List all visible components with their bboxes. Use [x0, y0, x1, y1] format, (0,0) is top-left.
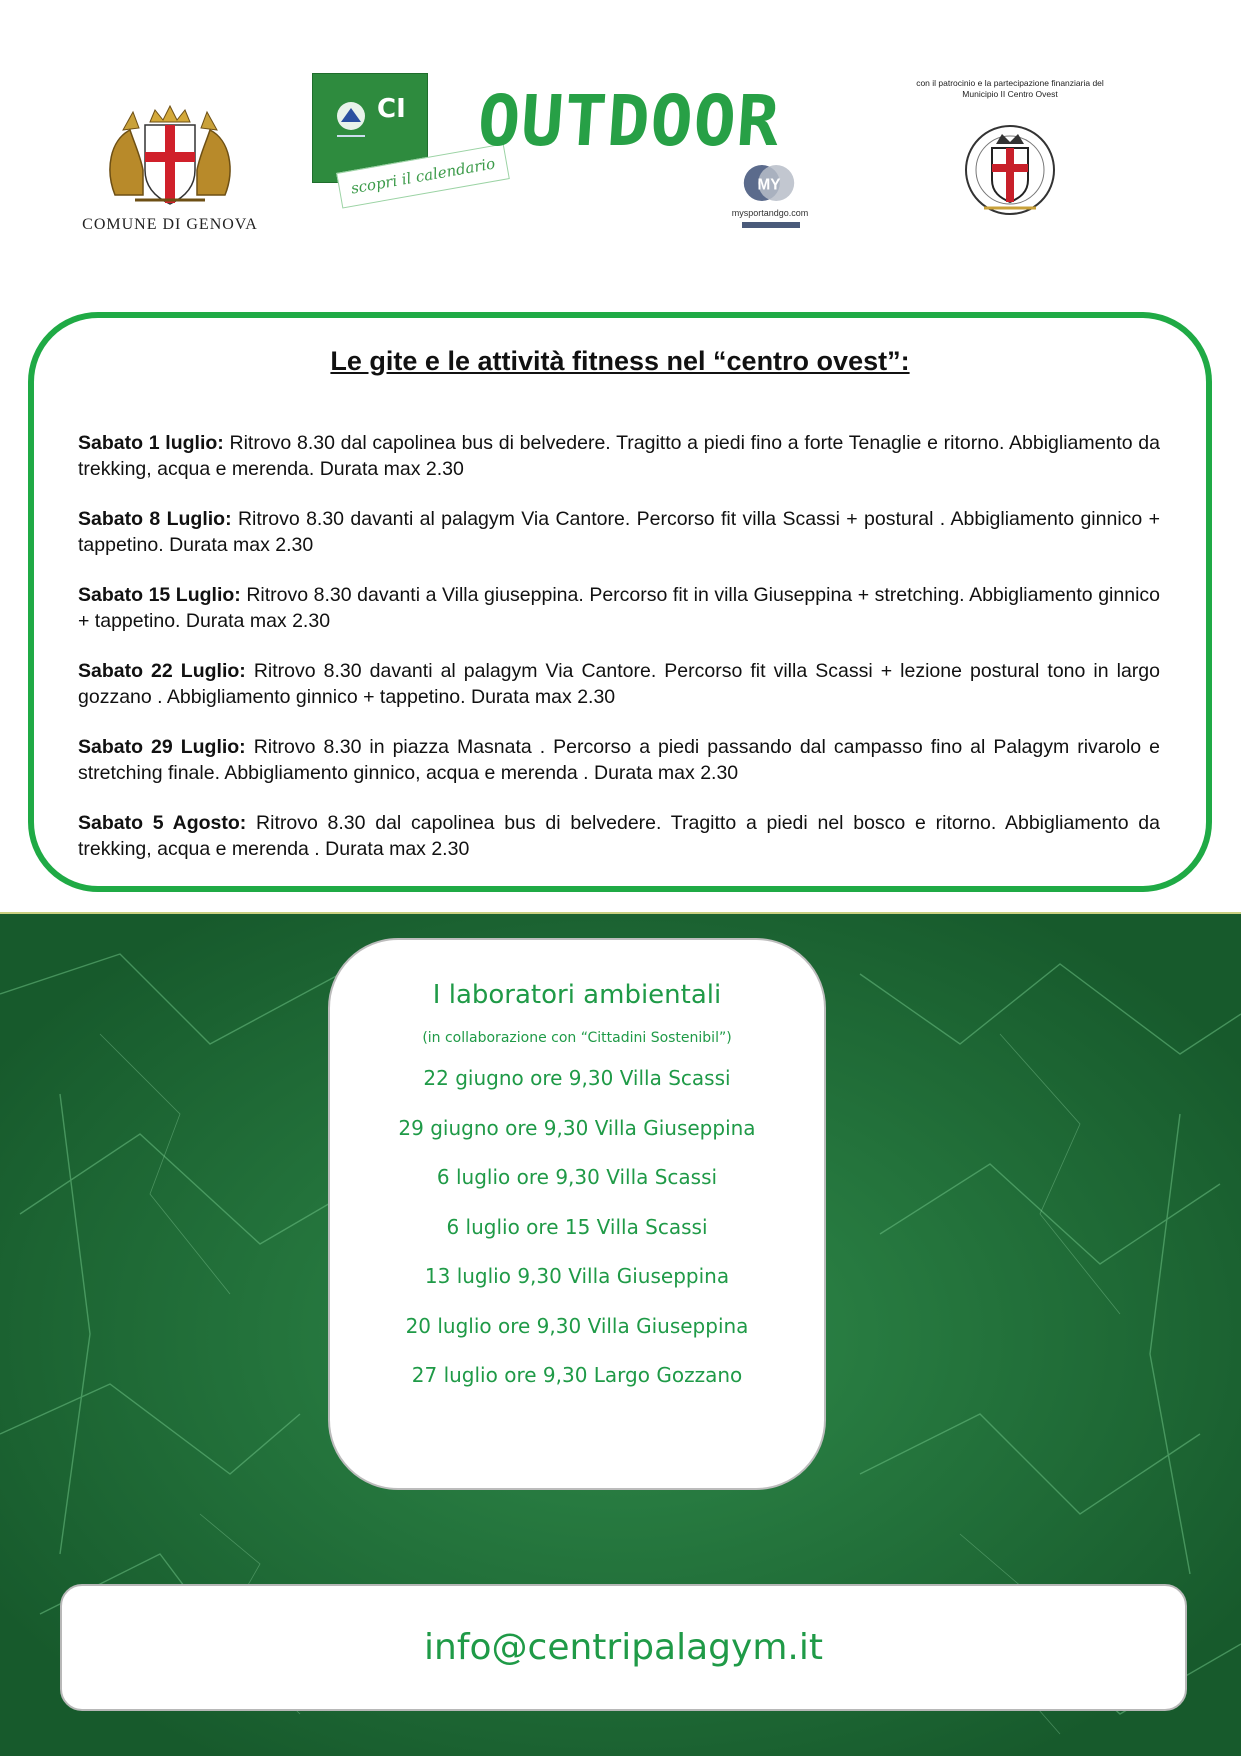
gite-date: Sabato 8 Luglio: — [78, 508, 232, 530]
ci-mark-icon: ϹI — [377, 94, 406, 124]
gite-text: Ritrovo 8.30 davanti a Villa giuseppina. Percorso fit in villa Giuseppina + stretching. Abbigliamento ginnico + tappetino. Durata max 2.30 — [78, 584, 1160, 632]
email-link[interactable]: info@centripalagym.it — [424, 1627, 823, 1668]
gite-text: Ritrovo 8.30 dal capolinea bus di belvedere. Tragitto a piedi nel bosco e ritorno. Abbigliamento da trekking, acqua e merenda . Durata max 2.30 — [78, 812, 1160, 860]
laboratori-item: 13 luglio 9,30 Villa Giuseppina — [424, 1264, 730, 1288]
my-logo-text: MY — [757, 176, 781, 194]
laboratori-item: 29 giugno ore 9,30 Villa Giuseppina — [398, 1115, 756, 1140]
gite-text: Ritrovo 8.30 davanti al palagym Via Cantore. Percorso fit villa Scassi + postural . Abbigliamento ginnico + tappetino. Durata max 2.30 — [78, 508, 1161, 556]
mysportandgo-logo — [720, 158, 820, 233]
calendar-tagline: scopri il calendario — [336, 144, 510, 209]
laboratori-panel — [328, 938, 826, 1490]
gite-item — [78, 658, 1160, 710]
gite-item — [78, 734, 1160, 786]
laboratori-title: I laboratori ambientali — [432, 980, 722, 1010]
gite-date: Sabato 29 Luglio: — [78, 736, 246, 758]
comune-di-genova-logo — [70, 100, 270, 245]
laboratori-subtitle: (in collaborazione con “Cittadini Sostenibil”) — [422, 1030, 732, 1046]
gite-item — [78, 506, 1160, 558]
gite-title: Le gite e le attività fitness nel “centro ovest”: — [330, 346, 910, 376]
gite-text: Ritrovo 8.30 dal capolinea bus di belvedere. Tragitto a piedi fino a forte Tenaglie e ritorno. Abbigliamento da trekking, acqua e merenda. Durata max 2.30 — [78, 432, 1160, 480]
email-banner — [60, 1584, 1187, 1711]
gite-item — [78, 582, 1160, 634]
cai-emblem-icon — [331, 96, 371, 156]
gite-list — [78, 430, 1160, 886]
laboratori-item: 6 luglio ore 15 Villa Scassi — [446, 1214, 708, 1239]
municipio-seal-icon — [962, 108, 1058, 238]
my-site-text: mysportandgo.com — [731, 208, 809, 218]
gite-text: Ritrovo 8.30 davanti al palagym Via Cantore. Percorso fit villa Scassi + lezione postural tono in largo gozzano . Abbigliamento ginnico + tappetino. Durata max 2.30 — [78, 660, 1160, 708]
laboratori-item: 27 luglio ore 9,30 Largo Gozzano — [411, 1363, 743, 1387]
municipio-text-line1: con il patrocinio e la partecipazione finanziaria del — [916, 78, 1104, 88]
outdoor-title: OUTDOOR — [475, 80, 783, 162]
gite-item — [78, 810, 1160, 862]
municipio-text-line2: Municipio II Centro Ovest — [962, 89, 1058, 99]
laboratori-item: 22 giugno ore 9,30 Villa Scassi — [423, 1066, 731, 1090]
gite-item — [78, 430, 1160, 482]
genova-crest-icon — [95, 100, 245, 210]
gite-date: Sabato 22 Luglio: — [78, 660, 246, 682]
gite-panel — [28, 312, 1212, 892]
gite-date: Sabato 1 luglio: — [78, 432, 224, 454]
my-logo-icon — [742, 162, 796, 204]
laboratori-list — [330, 1066, 824, 1388]
gite-text: Ritrovo 8.30 in piazza Masnata . Percorso a piedi passando dal campasso fino al Palagym rivarolo e stretching finale. Abbigliamento ginnico, acqua e merenda . Durata max 2.30 — [78, 736, 1160, 784]
municipio-logo — [880, 78, 1140, 248]
gite-date: Sabato 15 Luglio: — [78, 584, 241, 606]
gite-date: Sabato 5 Agosto: — [78, 812, 247, 834]
laboratori-item: 6 luglio ore 9,30 Villa Scassi — [436, 1165, 718, 1189]
laboratori-item: 20 luglio ore 9,30 Villa Giuseppina — [405, 1313, 749, 1338]
my-logo-bar — [742, 222, 800, 228]
comune-caption: COMUNE DI GENOVA — [82, 216, 258, 233]
